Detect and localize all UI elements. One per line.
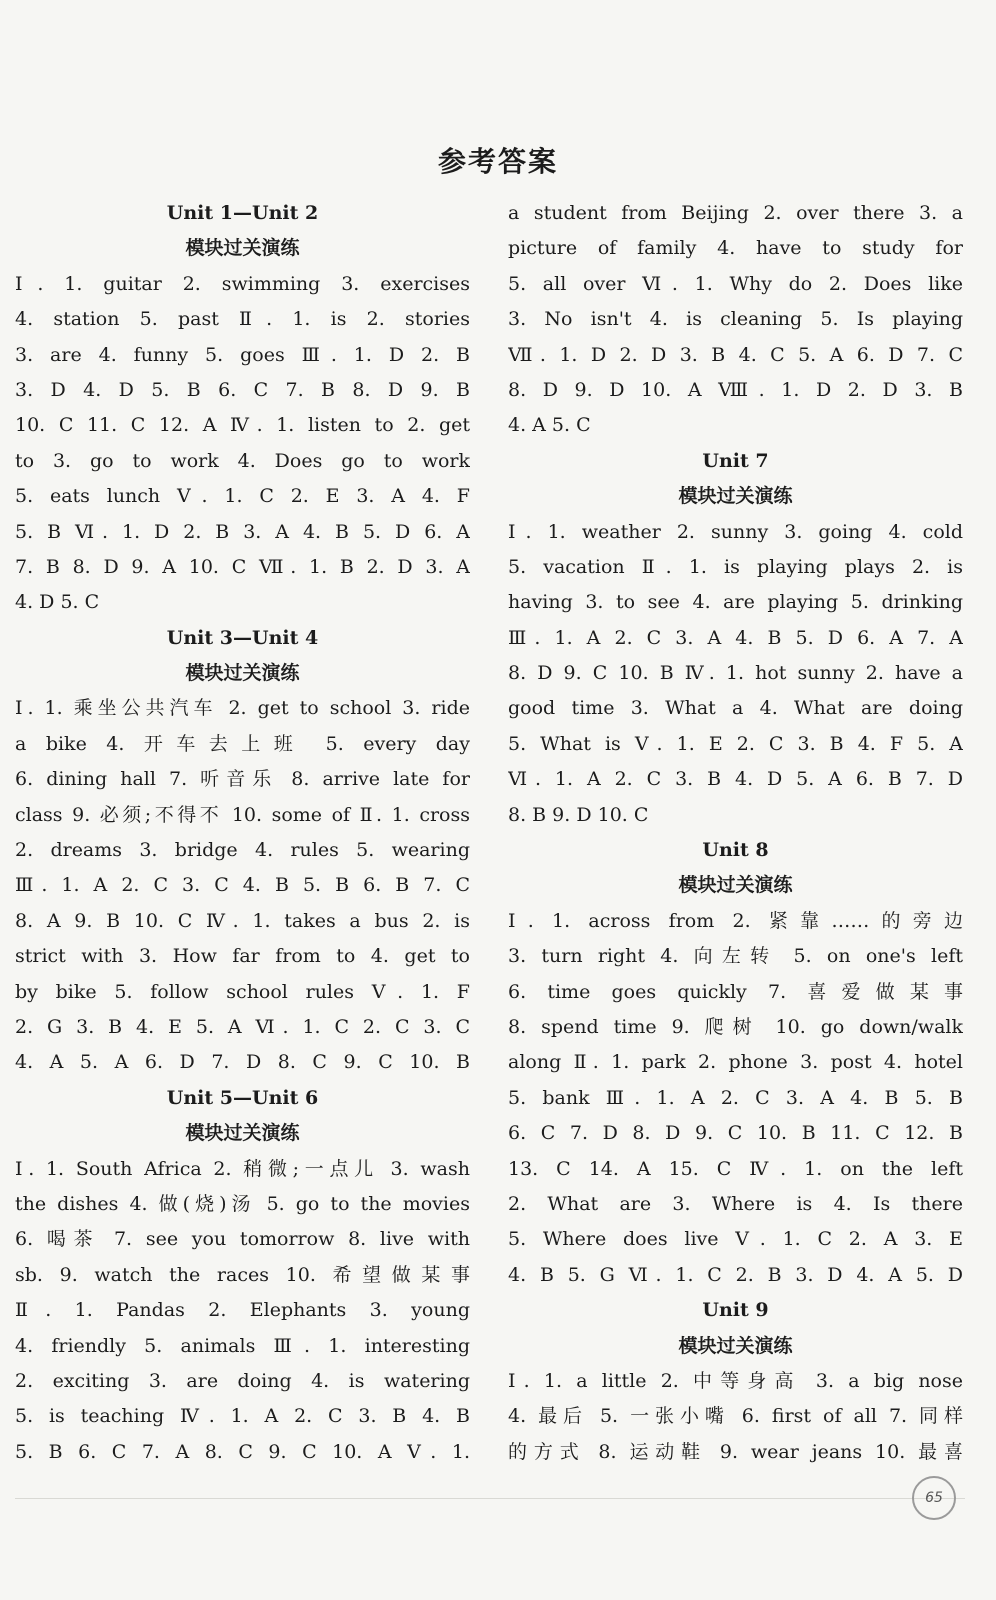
answer-line: Ⅱ. 1. Pandas 2. Elephants 3. young: [15, 1299, 470, 1322]
section-heading: Unit 9: [702, 1299, 769, 1322]
answer-line: 4. A 5. A 6. D 7. D 8. C 9. C 10. B: [15, 1051, 470, 1074]
answer-line: 7. B 8. D 9. A 10. C Ⅶ. 1. B 2. D 3. A: [15, 555, 470, 578]
answer-line: by bike 5. follow school rules Ⅴ. 1. F: [15, 980, 470, 1003]
answer-line: 8. B 9. D 10. C: [508, 803, 649, 826]
section-heading: Unit 5—Unit 6: [166, 1086, 319, 1109]
answer-line: 3. D 4. D 5. B 6. C 7. B 8. D 9. B: [15, 378, 470, 401]
answer-line: 6. dining hall 7. 听音乐 8. arrive late for: [15, 768, 470, 791]
answer-line: 4. 最后 5. 一张小嘴 6. first of all 7. 同样: [508, 1405, 963, 1428]
answer-line: the dishes 4. 做(烧)汤 5. go to the movies: [15, 1192, 470, 1215]
answer-line: sb. 9. watch the races 10. 希望做某事: [15, 1263, 470, 1286]
section-heading: Unit 1—Unit 2: [166, 202, 319, 224]
section-heading: Unit 7: [702, 449, 769, 472]
answer-line: 8. D 9. C 10. B Ⅳ. 1. hot sunny 2. have a: [508, 662, 963, 685]
answer-line: class 9. 必须;不得不 10. some of Ⅱ. 1. cross: [15, 803, 470, 826]
answer-line: 2. What are 3. Where is 4. Is there: [508, 1192, 963, 1215]
answer-line: a student from Beijing 2. over there 3. a: [508, 202, 963, 224]
answer-line: Ⅵ. 1. A 2. C 3. B 4. D 5. A 6. B 7. D: [508, 768, 963, 791]
answer-line: Ⅲ. 1. A 2. C 3. A 4. B 5. D 6. A 7. A: [508, 626, 963, 649]
answer-line: Ⅶ. 1. D 2. D 3. B 4. C 5. A 6. D 7. C: [508, 343, 963, 366]
answer-line: 8. A 9. B 10. C Ⅳ. 1. takes a bus 2. is: [15, 909, 470, 932]
answer-line: 2. exciting 3. are doing 4. is watering: [15, 1369, 470, 1392]
answer-column-left: [15, 196, 470, 1470]
section-heading: 模块过关演练: [678, 485, 793, 508]
answer-line: Ⅰ. 1. weather 2. sunny 3. going 4. cold: [508, 520, 963, 543]
answer-line: 8. D 9. D 10. A Ⅷ. 1. D 2. D 3. B: [508, 378, 963, 401]
answer-line: 10. C 11. C 12. A Ⅳ. 1. listen to 2. get: [15, 414, 470, 437]
answer-line: Ⅰ. 1. a little 2. 中等身高 3. a big nose: [508, 1369, 963, 1392]
answer-line: Ⅰ. 1. South Africa 2. 稍微;一点儿 3. wash: [15, 1157, 470, 1180]
section-heading: 模块过关演练: [185, 237, 300, 260]
answer-line: Ⅰ. 1. guitar 2. swimming 3. exercises: [15, 272, 470, 295]
page-title: 参考答案: [437, 145, 558, 178]
answer-line: 5. bank Ⅲ. 1. A 2. C 3. A 4. B 5. B: [508, 1086, 963, 1109]
answer-line: 5. vacation Ⅱ. 1. is playing plays 2. is: [508, 555, 963, 578]
answer-line: 13. C 14. A 15. C Ⅳ. 1. on the left: [508, 1157, 963, 1180]
answer-line: 3. turn right 4. 向左转 5. on one's left: [508, 945, 963, 968]
answer-line: 5. Where does live Ⅴ. 1. C 2. A 3. E: [508, 1228, 963, 1251]
section-heading: 模块过关演练: [678, 874, 793, 897]
answer-line: 5. is teaching Ⅳ. 1. A 2. C 3. B 4. B: [15, 1405, 470, 1428]
answer-line: Ⅰ. 1. 乘坐公共汽车 2. get to school 3. ride: [15, 697, 470, 720]
answer-line: 6. 喝茶 7. see you tomorrow 8. live with: [15, 1228, 470, 1251]
answer-line: 3. No isn't 4. is cleaning 5. Is playing: [508, 308, 963, 331]
section-heading: 模块过关演练: [185, 1122, 300, 1145]
answer-line: Ⅰ. 1. across from 2. 紧靠……的旁边: [508, 909, 963, 932]
answer-line: to 3. go to work 4. Does go to work: [15, 449, 470, 472]
answer-line: 4. D 5. C: [15, 591, 100, 614]
answer-line: having 3. to see 4. are playing 5. drinking: [508, 591, 963, 614]
answer-line: 2. G 3. B 4. E 5. A Ⅵ. 1. C 2. C 3. C: [15, 1015, 470, 1038]
answer-line: 4. B 5. G Ⅵ. 1. C 2. B 3. D 4. A 5. D: [508, 1263, 963, 1286]
section-heading: 模块过关演练: [185, 662, 300, 685]
answer-line: 4. A 5. C: [508, 414, 591, 437]
answer-line: 6. time goes quickly 7. 喜爱做某事: [508, 980, 963, 1003]
answer-line: 6. C 7. D 8. D 9. C 10. B 11. C 12. B: [508, 1122, 963, 1145]
answer-line: 5. What is Ⅴ. 1. E 2. C 3. B 4. F 5. A: [508, 732, 963, 755]
answer-line: strict with 3. How far from to 4. get to: [15, 945, 470, 968]
page-number: 65: [912, 1476, 956, 1520]
answer-line: 5. eats lunch Ⅴ. 1. C 2. E 3. A 4. F: [15, 485, 470, 508]
answer-line: 5. B 6. C 7. A 8. C 9. C 10. A Ⅴ. 1.: [15, 1440, 470, 1463]
answer-line: 4. station 5. past Ⅱ. 1. is 2. stories: [15, 308, 470, 331]
answer-line: good time 3. What a 4. What are doing: [508, 697, 963, 720]
answer-line: a bike 4. 开车去上班 5. every day: [15, 732, 470, 755]
answer-line: picture of family 4. have to study for: [508, 237, 963, 260]
answer-line: Ⅲ. 1. A 2. C 3. C 4. B 5. B 6. B 7. C: [15, 874, 470, 897]
section-heading: Unit 8: [702, 839, 769, 862]
answer-line: 8. spend time 9. 爬树 10. go down/walk: [508, 1015, 963, 1038]
answer-line: 5. B Ⅵ. 1. D 2. B 3. A 4. B 5. D 6. A: [15, 520, 470, 543]
answer-line: 4. friendly 5. animals Ⅲ. 1. interesting: [15, 1334, 470, 1357]
answer-line: 3. are 4. funny 5. goes Ⅲ. 1. D 2. B: [15, 343, 470, 366]
section-heading: 模块过关演练: [678, 1334, 793, 1357]
answer-line: along Ⅱ. 1. park 2. phone 3. post 4. hotel: [508, 1051, 963, 1074]
answer-column-right: [508, 196, 963, 1470]
section-heading: Unit 3—Unit 4: [166, 626, 319, 649]
answer-line: 5. all over Ⅵ. 1. Why do 2. Does like: [508, 272, 963, 295]
answer-line: 2. dreams 3. bridge 4. rules 5. wearing: [15, 839, 470, 862]
footer-divider: [15, 1498, 965, 1499]
answer-line: 的方式 8. 运动鞋 9. wear jeans 10. 最喜: [508, 1440, 963, 1463]
